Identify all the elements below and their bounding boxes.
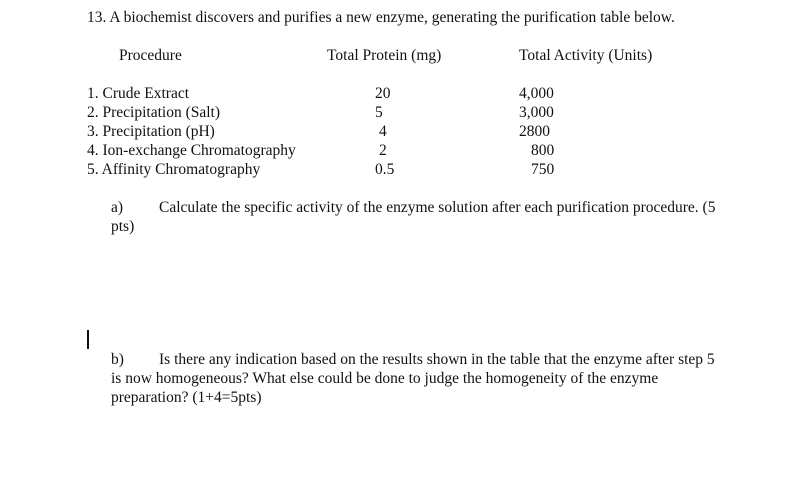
protein-cell: 5: [375, 104, 383, 121]
part-a-text: Calculate the specific activity of the enzyme solution after each purification procedure. (5 pts): [111, 199, 716, 235]
activity-cell: 800: [531, 142, 555, 159]
text-cursor[interactable]: [87, 330, 89, 349]
protein-cell: 0.5: [375, 161, 395, 178]
header-procedure: Procedure: [119, 47, 182, 64]
protein-cell: 2: [379, 142, 387, 159]
procedure-cell: 5. Affinity Chromatography: [87, 161, 261, 178]
procedure-cell: 3. Precipitation (pH): [87, 123, 215, 140]
procedure-cell: 4. Ion-exchange Chromatography: [87, 142, 296, 159]
header-total-protein: Total Protein (mg): [327, 47, 442, 64]
activity-cell: 750: [531, 161, 555, 178]
protein-cell: 20: [375, 85, 391, 102]
part-b-label: b): [111, 351, 124, 368]
question-part-a: [111, 198, 721, 236]
header-total-activity: Total Activity (Units): [519, 47, 653, 64]
activity-cell: 2800: [519, 123, 550, 140]
activity-cell: 3,000: [519, 104, 554, 121]
part-a-label: a): [111, 199, 124, 216]
procedure-cell: 1. Crude Extract: [87, 85, 190, 102]
question-title: 13. A biochemist discovers and purifies a new enzyme, generating the purification table below.: [87, 9, 675, 26]
activity-cell: 4,000: [519, 85, 554, 102]
procedure-cell: 2. Precipitation (Salt): [87, 104, 221, 121]
question-part-b: [111, 350, 721, 407]
part-b-text: Is there any indication based on the results shown in the table that the enzyme after step 5 is now homogeneous? What else could be done to judge the homogeneity of the enzyme preparation? (1+4=5pts): [111, 351, 715, 406]
protein-cell: 4: [379, 123, 387, 140]
